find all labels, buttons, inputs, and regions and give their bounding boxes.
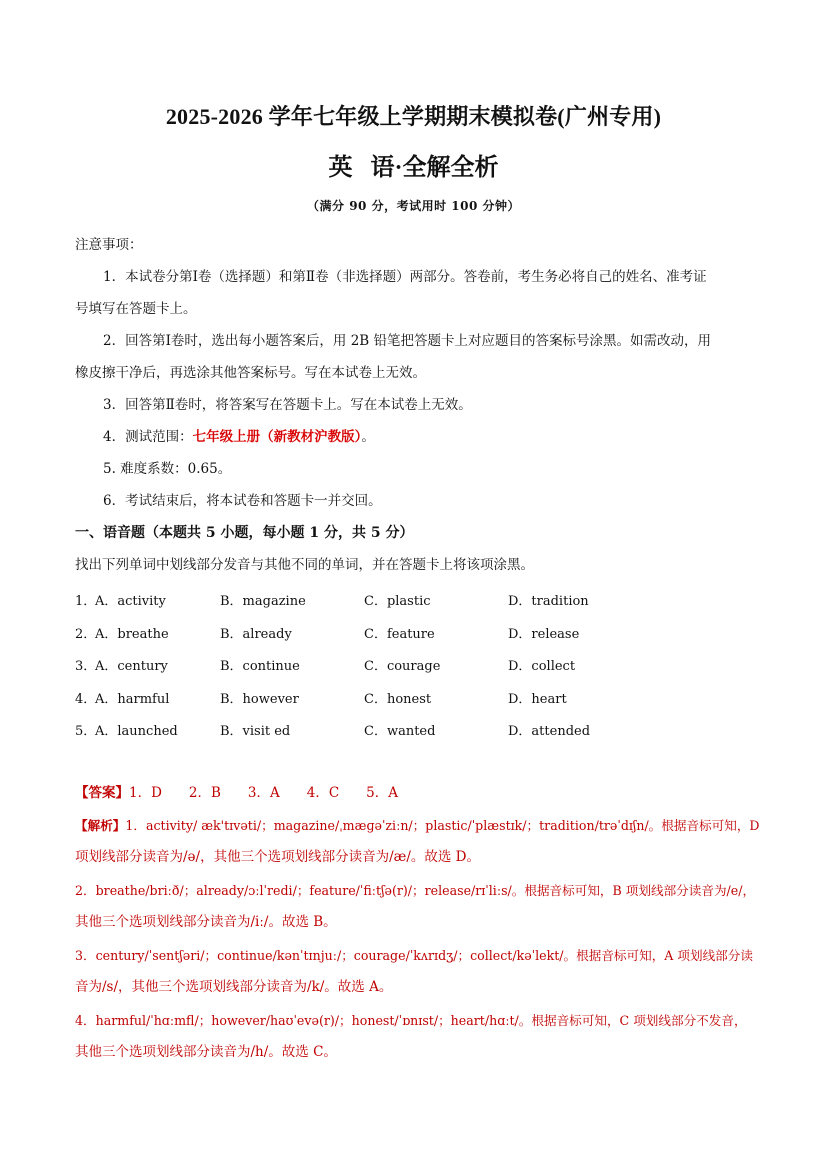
option-a: A．breathe <box>95 627 169 642</box>
option-c: C．plastic <box>364 594 431 609</box>
option-c: C．honest <box>364 692 432 707</box>
option-a: A．harmful <box>95 692 170 707</box>
analysis-3b: 音为/s/，其他三个选项划线部分读音为/k/。故选 A。 <box>75 979 393 995</box>
note-1a: 1．本试卷分第Ⅰ卷（选择题）和第Ⅱ卷（非选择题）两部分。答卷前，考生务必将自己的姓名、准考证 <box>103 269 707 285</box>
subject-rest: 语·全解全析 <box>370 155 499 181</box>
analysis-text: 1．activity/ æk'tɪvəti/；magazine/ˌmæɡəˈziːn/；plastic/ˈplæstɪk/；tradition/trəˈdɪʃn/。根据音标可知，D <box>125 818 760 833</box>
option-a: A．activity <box>95 594 166 609</box>
answer-label: 【答案】 <box>75 785 129 801</box>
option-c: C．feature <box>364 627 435 642</box>
note-3: 3．回答第Ⅱ卷时，将答案写在答题卡上。写在本试卷上无效。 <box>103 397 472 413</box>
notes-heading: 注意事项： <box>75 237 143 253</box>
option-d: D．heart <box>508 692 567 707</box>
option-d: D．release <box>508 627 580 642</box>
option-b: B．continue <box>220 659 300 674</box>
answer-list: 1．D 2．B 3．A 4．C 5．A <box>129 785 399 801</box>
q-num: 5． <box>75 724 97 739</box>
page-subtitle <box>0 147 827 182</box>
note-4 <box>75 421 755 453</box>
note-4-label: 4．测试范围： <box>103 429 193 445</box>
analysis-label: 【解析】 <box>75 818 126 833</box>
analysis-4b: 其他三个选项划线部分读音为/h/。故选 C。 <box>75 1044 337 1060</box>
subject-char-1: 英 <box>328 155 353 181</box>
option-b: B．however <box>220 692 299 707</box>
page-title: 2025-2026 学年七年级上学期期末模拟卷(广州专用) <box>165 104 662 129</box>
option-b: B．already <box>220 627 292 642</box>
question-2 <box>75 623 775 643</box>
note-4-period: 。 <box>361 429 375 445</box>
option-d: D．collect <box>508 659 576 674</box>
q-num: 1． <box>75 594 97 609</box>
question-1 <box>75 590 775 610</box>
note-2b: 橡皮擦干净后，再选涂其他答案标号。写在本试卷上无效。 <box>75 365 426 381</box>
score-note: （满分 90 分，考试用时 100 分钟） <box>307 199 520 213</box>
question-4 <box>75 688 775 708</box>
option-a: A．launched <box>95 724 178 739</box>
note-5: 5. 难度系数：0.65。 <box>103 461 232 477</box>
option-c: C．courage <box>364 659 441 674</box>
analysis-3a: 3．century/ˈsentʃəri/；continue/kənˈtɪnjuː/；courage/ˈkʌrɪdʒ/；collect/kəˈlekt/。根据音标可知，A 项划线部分读 <box>75 948 753 963</box>
section1-instruction: 找出下列单词中划线部分发音与其他不同的单词，并在答题卡上将该项涂黑。 <box>75 557 534 573</box>
note-1b: 号填写在答题卡上。 <box>75 301 197 317</box>
q-num: 2． <box>75 627 97 642</box>
q-num: 4． <box>75 692 97 707</box>
option-c: C．wanted <box>364 724 436 739</box>
analysis-2b: 其他三个选项划线部分读音为/iː/。故选 B。 <box>75 914 337 930</box>
analysis-1a <box>75 810 760 841</box>
question-3 <box>75 655 775 675</box>
option-d: D．attended <box>508 724 591 739</box>
analysis-4a: 4．harmful/ˈhɑːmfl/；however/haʊˈevə(r)/；honest/ˈɒnɪst/；heart/hɑːt/。根据音标可知，C 项划线部分不发音， <box>75 1013 747 1028</box>
option-d: D．tradition <box>508 594 589 609</box>
q-num: 3． <box>75 659 97 674</box>
analysis-2a: 2．breathe/briːð/；already/ɔːlˈredi/；feature/ˈfiːtʃə(r)/；release/rɪˈliːs/。根据音标可知，B 项划线部分读音为/e/， <box>75 883 756 898</box>
section1-heading: 一、语音题（本题共 5 小题，每小题 1 分，共 5 分） <box>75 525 414 541</box>
analysis-1b: 项划线部分读音为/ə/，其他三个选项划线部分读音为/æ/。故选 D。 <box>75 849 480 865</box>
option-a: A．century <box>95 659 168 674</box>
note-6: 6．考试结束后，将本试卷和答题卡一并交回。 <box>103 493 382 509</box>
notes-block <box>75 229 755 581</box>
question-5 <box>75 720 775 740</box>
option-b: B．visit ed <box>220 724 291 739</box>
note-2a: 2．回答第Ⅰ卷时，选出每小题答案后，用 2B 铅笔把答题卡上对应题目的答案标号涂黑。如需改动，用 <box>103 333 712 349</box>
option-b: B．magazine <box>220 594 306 609</box>
answer-line <box>75 778 760 809</box>
note-4-scope: 七年级上册（新教材沪教版） <box>192 429 362 445</box>
